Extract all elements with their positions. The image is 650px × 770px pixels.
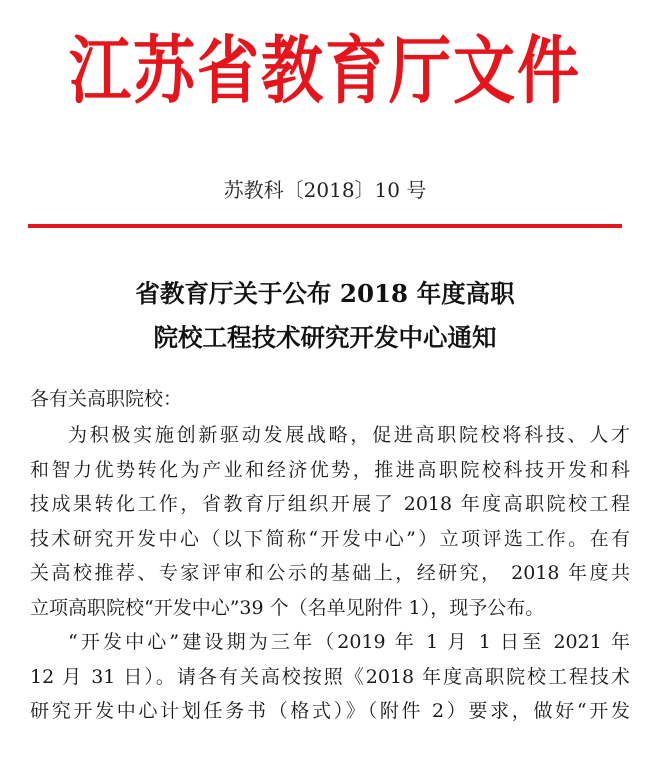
red-divider-rule [28, 224, 622, 228]
body-line: “开发中心”建设期为三年（2019 年 1 月 1 日至 2021 年 [68, 631, 630, 653]
salutation: 各有关高职院校： [30, 388, 183, 410]
document-body [30, 418, 630, 729]
document-title [0, 272, 650, 360]
body-line: 关高校推荐、专家评审和公示的基础上，经研究， 2018 年度共 [30, 562, 630, 584]
body-line: 和智力优势转化为产业和经济优势，推进高职院校科技开发和科 [30, 458, 630, 481]
body-line: 技术研究开发中心（以下简称“开发中心”）立项评选工作。在有 [30, 527, 630, 550]
body-line: 为积极实施创新驱动发展战略，促进高职院校将科技、人才 [68, 424, 630, 446]
document-title-line: 省教育厅关于公布 2018 年度高职 [135, 279, 515, 308]
document-number: 苏教科〔2018〕10 号 [223, 178, 427, 202]
body-line: 12 月 31 日）。请各有关高校按照《2018 年度高职院校工程技术 [30, 665, 630, 688]
issuer-header-title: 江苏省教育厅文件 [68, 27, 581, 114]
document-title-line: 院校工程技术研究开发中心通知 [153, 323, 497, 352]
body-line: 技成果转化工作，省教育厅组织开展了 2018 年度高职院校工程 [30, 493, 630, 515]
body-line: 研究开发中心计划任务书（格式）》（附件 2）要求，做好“开发 [30, 700, 630, 722]
body-line: 立项高职院校“开发中心”39 个（名单见附件 1），现予公布。 [30, 596, 545, 619]
